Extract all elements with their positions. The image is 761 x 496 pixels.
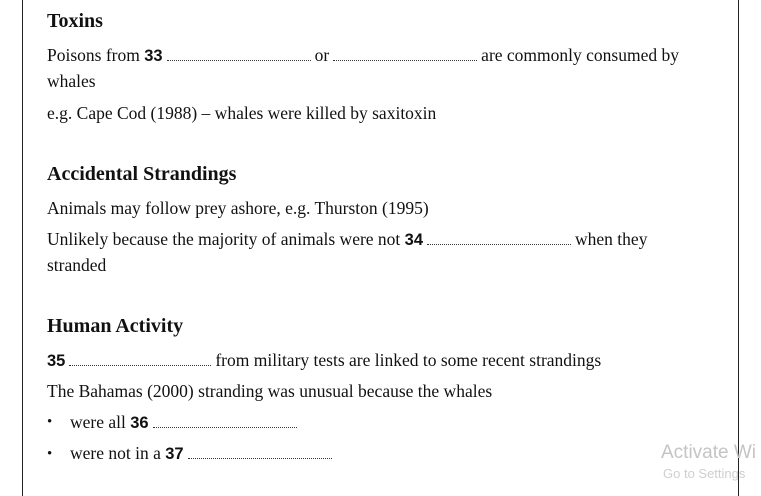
answer-blank-36[interactable] bbox=[153, 426, 297, 428]
accidental-line-2-cont: stranded bbox=[47, 255, 107, 275]
human-line-2: The Bahamas (2000) stranding was unusual because the whales bbox=[47, 381, 493, 401]
question-number-35: 35 bbox=[47, 352, 66, 370]
answer-blank-37[interactable] bbox=[188, 457, 332, 459]
answer-blank-33[interactable] bbox=[167, 59, 311, 61]
text: from military tests are linked to some recent strandings bbox=[215, 350, 602, 370]
heading-toxins: Toxins bbox=[47, 10, 103, 32]
text: were not in a bbox=[70, 443, 161, 463]
human-line-1 bbox=[47, 350, 601, 371]
bullet-marker: • bbox=[47, 414, 53, 430]
answer-blank-35[interactable] bbox=[69, 364, 211, 366]
toxins-line-1-cont: whales bbox=[47, 71, 96, 91]
bullet-item-37 bbox=[70, 443, 336, 464]
answer-blank-33b[interactable] bbox=[333, 59, 477, 61]
heading-accidental-strandings: Accidental Strandings bbox=[47, 163, 237, 185]
bullet-item-36 bbox=[70, 412, 301, 433]
accidental-line-1: Animals may follow prey ashore, e.g. Thurston (1995) bbox=[47, 198, 429, 218]
toxins-line-2: e.g. Cape Cod (1988) – whales were killed by saxitoxin bbox=[47, 103, 437, 123]
text: are commonly consumed by bbox=[481, 45, 679, 65]
text: when they bbox=[575, 229, 648, 249]
toxins-line-1 bbox=[47, 45, 679, 66]
activate-windows-watermark: Activate Wi bbox=[661, 442, 757, 463]
heading-human-activity: Human Activity bbox=[47, 315, 184, 337]
question-number-36: 36 bbox=[130, 414, 149, 432]
question-number-37: 37 bbox=[165, 445, 184, 463]
text: Unlikely because the majority of animals were not bbox=[47, 229, 401, 249]
question-number-33: 33 bbox=[144, 47, 163, 65]
text: were all bbox=[70, 412, 126, 432]
text: Poisons from bbox=[47, 45, 140, 65]
accidental-line-2 bbox=[47, 229, 647, 250]
activate-windows-watermark-sub: Go to Settings bbox=[663, 466, 746, 481]
question-number-34: 34 bbox=[404, 231, 424, 249]
answer-blank-34[interactable] bbox=[427, 243, 571, 245]
text: or bbox=[314, 45, 330, 65]
bullet-marker: • bbox=[47, 446, 53, 462]
